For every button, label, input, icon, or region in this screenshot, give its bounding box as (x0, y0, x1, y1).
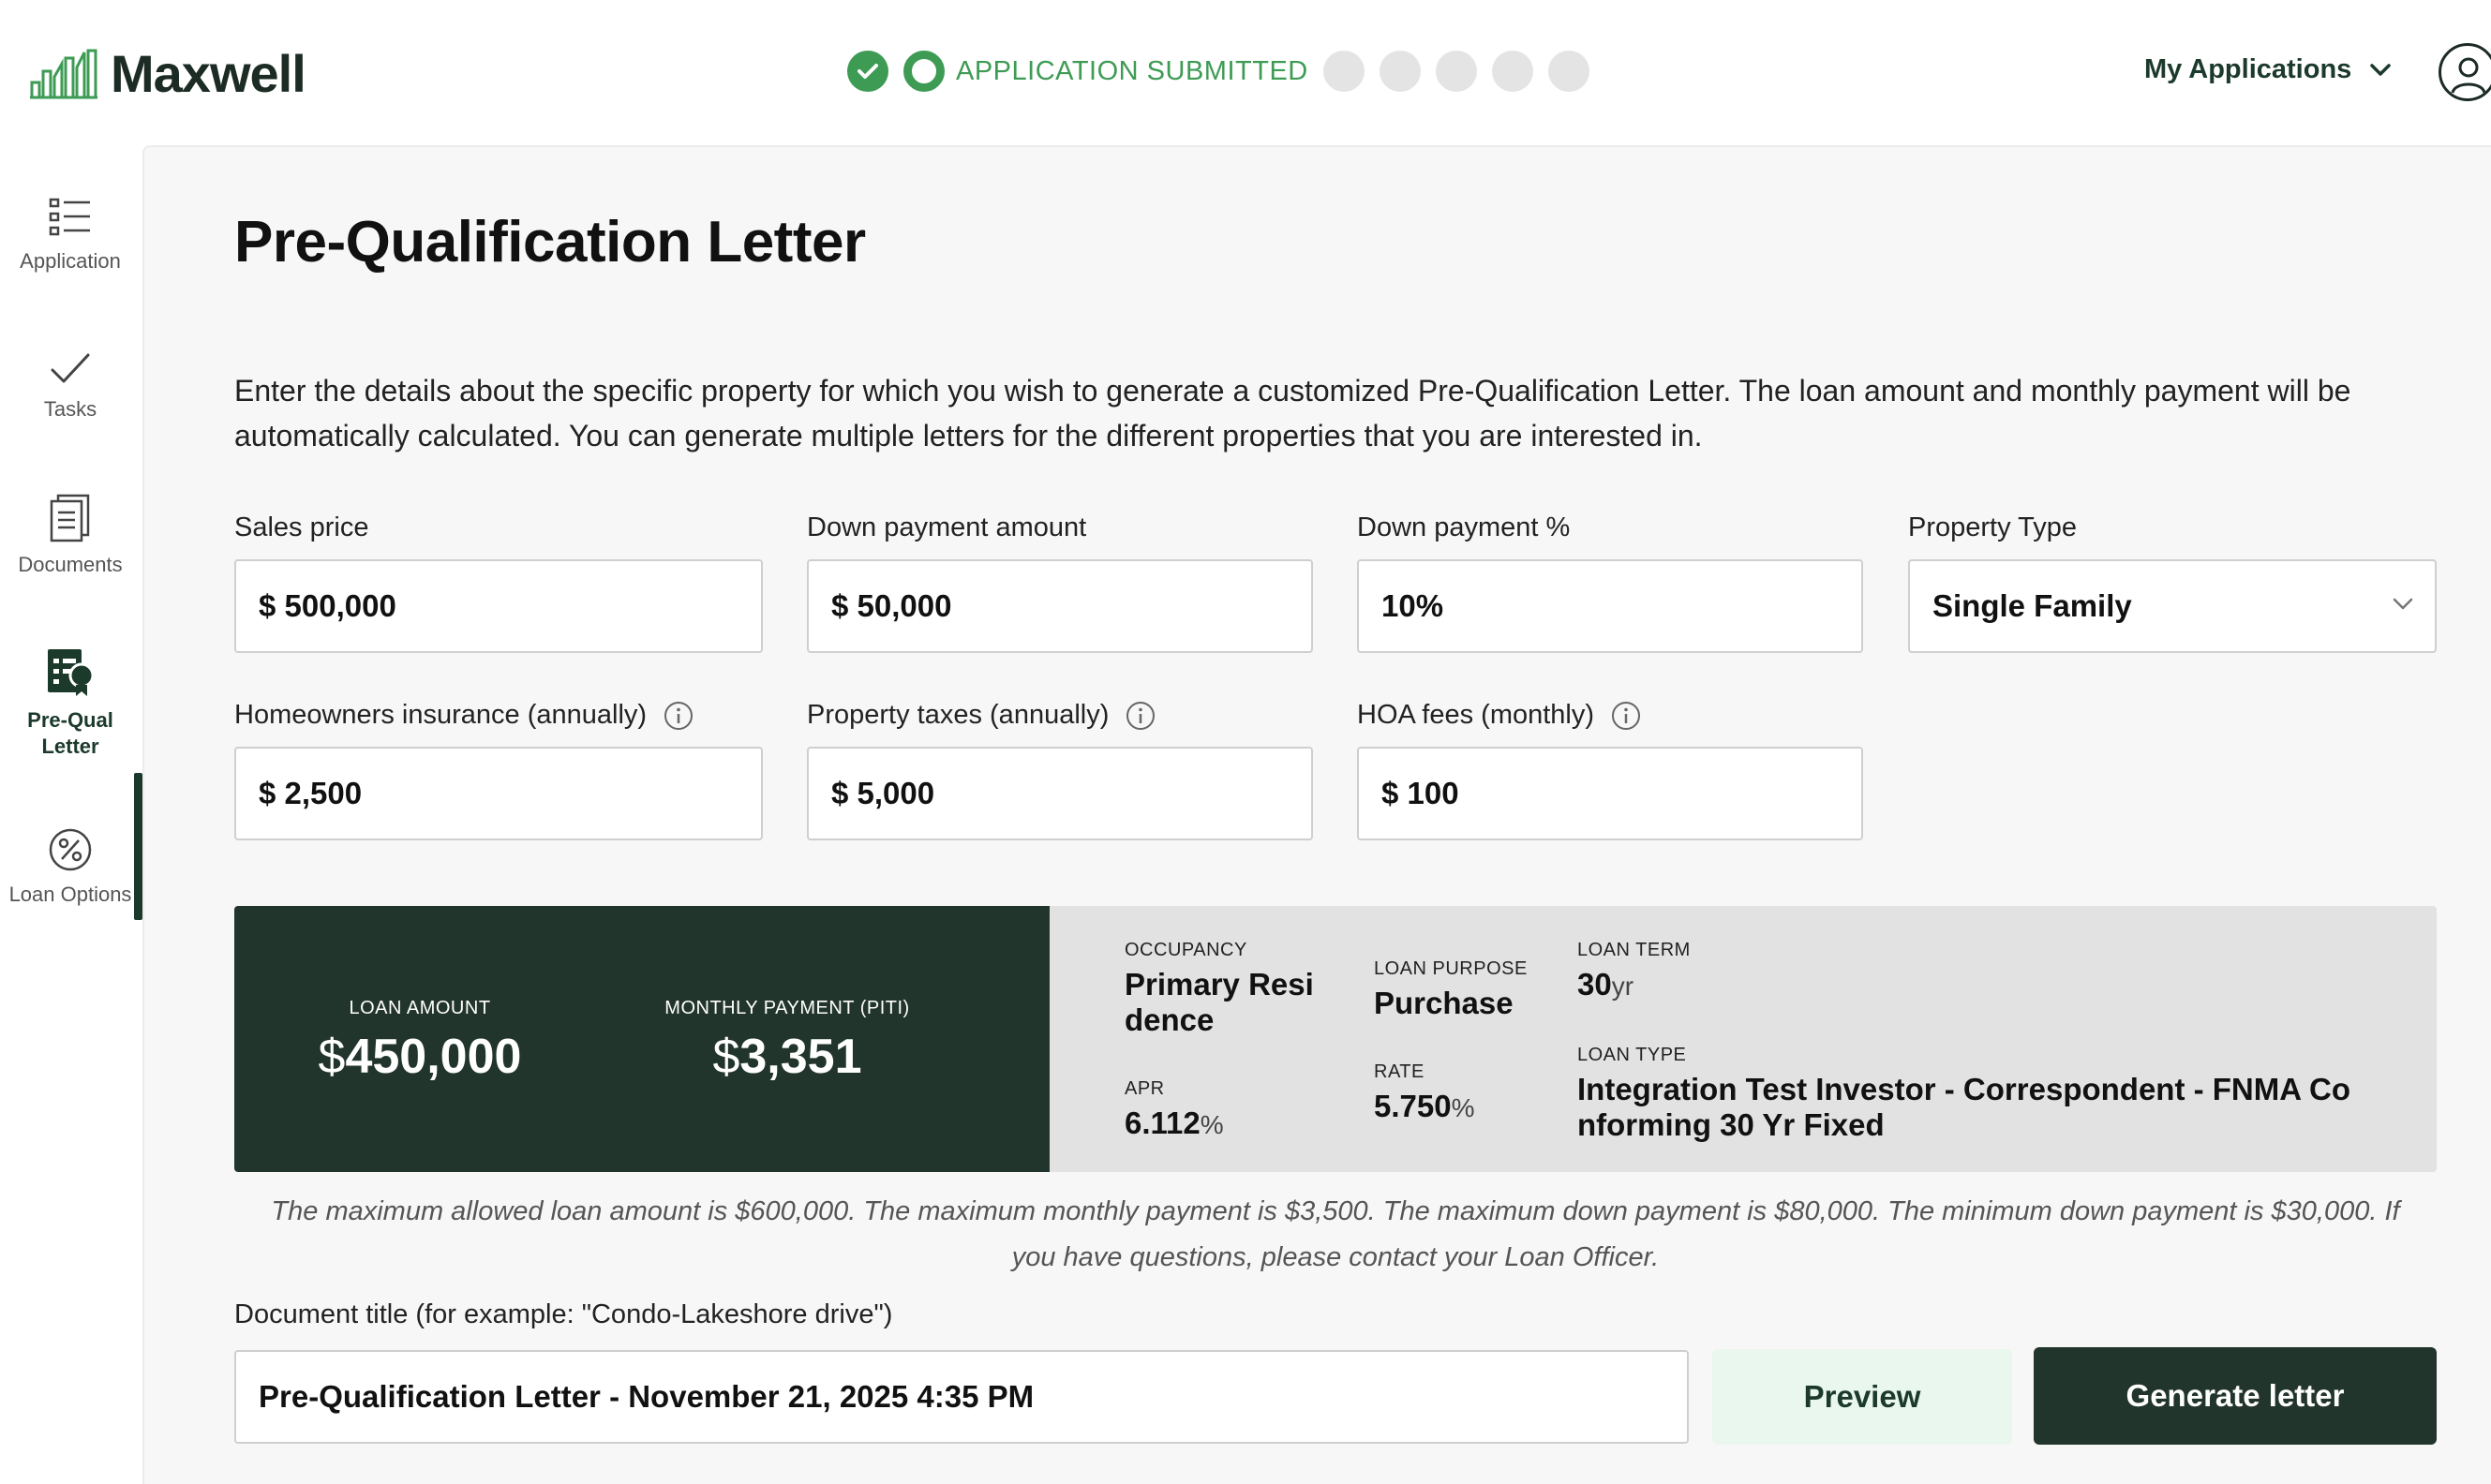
sales-price-label-text: Sales price (234, 512, 369, 542)
main-content (142, 145, 2491, 1484)
sidebar-item-label: Application (20, 249, 121, 273)
loan-limits-note (234, 1189, 2437, 1281)
step-pending-indicator (1492, 51, 1533, 92)
page-title: Pre-Qualification Letter (234, 210, 866, 275)
occupancy-value-line2: dence (1125, 1002, 1215, 1037)
property-type-label-text: Property Type (1908, 512, 2078, 542)
preview-button[interactable]: Preview (1712, 1349, 2012, 1445)
monthly-payment-value (656, 1029, 918, 1085)
monthly-payment-number: 3,351 (739, 1030, 862, 1084)
step-current-indicator (903, 51, 945, 92)
chevron-down-icon (2370, 64, 2391, 77)
sidebar-item-documents[interactable] (0, 494, 141, 578)
down-payment-percent-label (1357, 512, 1570, 543)
property-type-selected-value: Single Family (1932, 588, 2132, 623)
loan-amount-label: LOAN AMOUNT (349, 998, 491, 1018)
loan-type-value-line1: Integration Test Investor - Correspondent - FNMA Co (1577, 1072, 2351, 1106)
property-type-label (1908, 512, 2077, 543)
my-applications-dropdown[interactable] (2144, 54, 2391, 85)
hoa-fees-label (1357, 700, 1641, 731)
brand-name: Maxwell (111, 44, 306, 103)
loan-type-detail (1577, 1045, 2421, 1143)
my-applications-label: My Applications (2144, 54, 2352, 84)
loan-details-panel (1050, 906, 2437, 1172)
step-pending-indicator (1548, 51, 1589, 92)
homeowners-insurance-input[interactable]: $ 2,500 (234, 747, 763, 840)
occupancy-label: OCCUPANCY (1125, 940, 1247, 960)
sidebar-item-label: Pre-Qual Letter (27, 708, 113, 758)
property-taxes-label (807, 700, 1156, 731)
homeowners-insurance-label-text: Homeowners insurance (annually) (234, 700, 648, 730)
loan-type-label: LOAN TYPE (1577, 1045, 1687, 1065)
logo-bars-icon (30, 49, 99, 99)
loan-amount-stat (307, 998, 532, 1085)
homeowners-insurance-label (234, 700, 694, 731)
loan-limits-note-line2: you have questions, please contact your Loan Officer. (1011, 1242, 1660, 1272)
sidebar-item-label: Loan Options (8, 883, 132, 906)
apr-value: 6.112 (1125, 1106, 1201, 1140)
monthly-payment-label: MONTHLY PAYMENT (PITI) (664, 998, 910, 1018)
down-payment-percent-input[interactable]: 10% (1357, 559, 1863, 653)
loan-amount-value (307, 1029, 532, 1085)
property-type-select[interactable] (1908, 559, 2437, 653)
document-title-label (234, 1299, 892, 1330)
sidebar-item-label: Documents (18, 553, 123, 576)
sidebar-item-prequal-letter[interactable] (0, 647, 141, 760)
loan-amount-number: 450,000 (345, 1030, 522, 1084)
sales-price-label (234, 512, 368, 543)
maxwell-logo[interactable] (30, 43, 306, 104)
document-icon (49, 494, 92, 542)
check-icon (49, 349, 92, 387)
loan-term-label: LOAN TERM (1577, 940, 1691, 960)
sidebar-nav (0, 145, 141, 1484)
apr-label: APR (1125, 1078, 1165, 1099)
rate-label: RATE (1374, 1061, 1424, 1082)
down-payment-amount-input[interactable]: $ 50,000 (807, 559, 1313, 653)
apr-detail (1125, 1078, 1224, 1143)
user-avatar-icon[interactable] (2439, 43, 2491, 101)
sidebar-item-tasks[interactable] (0, 349, 141, 423)
hoa-fees-input[interactable]: $ 100 (1357, 747, 1863, 840)
monthly-payment-stat (656, 998, 918, 1085)
generate-letter-button[interactable]: Generate letter (2034, 1347, 2437, 1445)
chevron-down-icon (2392, 597, 2414, 612)
occupancy-detail (1125, 940, 1331, 1038)
monthly-payment-currency: $ (712, 1030, 740, 1084)
step-completed-check-icon (847, 51, 888, 92)
sales-price-input[interactable]: $ 500,000 (234, 559, 763, 653)
step-pending-indicator (1436, 51, 1477, 92)
step-pending-indicator (1323, 51, 1365, 92)
page-intro-text: Enter the details about the specific property for which you wish to generate a customized Pre-Qualification Letter. The loan amount and monthly payment will be automatically calculated. You can generate multiple letters for the different properties that you are interested in. (234, 374, 2351, 453)
rate-unit: % (1451, 1093, 1475, 1122)
loan-summary-panel (234, 906, 1050, 1172)
property-taxes-input[interactable]: $ 5,000 (807, 747, 1313, 840)
loan-purpose-label: LOAN PURPOSE (1374, 958, 1528, 979)
certificate-icon (46, 647, 95, 698)
loan-type-value-line2: nforming 30 Yr Fixed (1577, 1107, 1885, 1142)
rate-value: 5.750 (1374, 1089, 1452, 1123)
loan-term-unit: yr (1611, 972, 1634, 1001)
loan-purpose-value: Purchase (1374, 986, 1514, 1020)
application-progress-stepper (847, 51, 1589, 92)
occupancy-value-line1: Primary Resi (1125, 967, 1314, 1002)
step-current-label: APPLICATION SUBMITTED (956, 55, 1308, 86)
hoa-fees-label-text: HOA fees (monthly) (1357, 700, 1595, 730)
sidebar-item-loan-options[interactable] (0, 827, 141, 908)
loan-purpose-detail (1374, 958, 1528, 1021)
loan-term-value: 30 (1577, 967, 1612, 1002)
percent-icon (48, 827, 93, 872)
info-icon[interactable] (1611, 701, 1641, 731)
down-payment-amount-label-text: Down payment amount (807, 512, 1087, 542)
apr-unit: % (1200, 1110, 1224, 1139)
sidebar-item-label: Tasks (43, 397, 97, 421)
down-payment-amount-label (807, 512, 1086, 543)
loan-term-detail (1577, 940, 1691, 1004)
step-pending-indicator (1380, 51, 1421, 92)
document-title-label-text: Document title (for example: "Condo-Lakeshore drive") (234, 1299, 893, 1329)
property-taxes-label-text: Property taxes (annually) (807, 700, 1110, 730)
loan-amount-currency: $ (318, 1030, 346, 1084)
down-payment-percent-label-text: Down payment % (1357, 512, 1571, 542)
top-header (0, 0, 2491, 145)
rate-detail (1374, 1061, 1475, 1126)
sidebar-item-application[interactable] (0, 196, 141, 275)
list-icon (49, 196, 92, 239)
info-icon[interactable] (1126, 701, 1156, 731)
loan-limits-note-line1: The maximum allowed loan amount is $600,000. The maximum monthly payment is $3,500. The maximum down payment is $80,000. The minimum down payment is $30,000. If (271, 1196, 2400, 1226)
document-title-input[interactable]: Pre-Qualification Letter - November 21, 2025 4:35 PM (234, 1350, 1689, 1444)
info-icon[interactable] (664, 701, 694, 731)
